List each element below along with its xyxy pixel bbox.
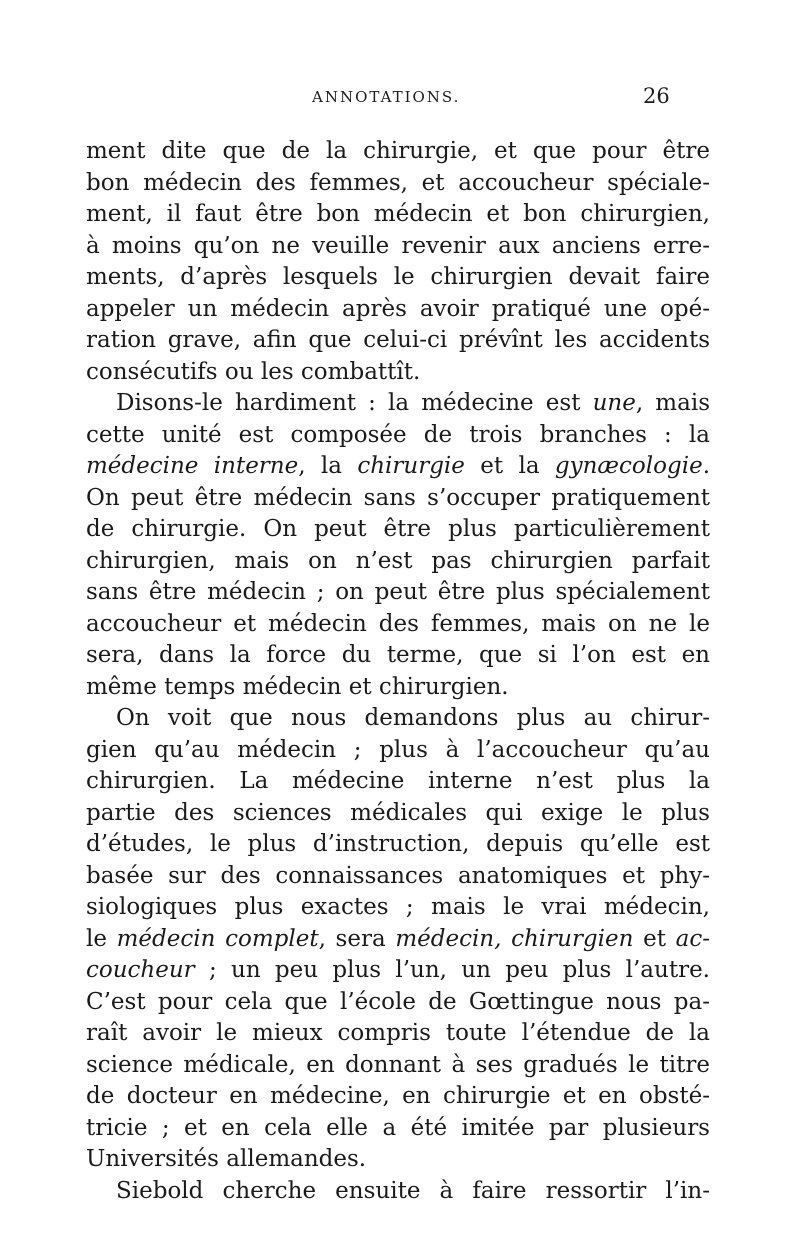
text-line: d’études, le plus d’instruction, depuis qu’elle est — [86, 831, 710, 857]
text-line: raît avoir le mieux compris toute l’étendue de la — [86, 1020, 710, 1046]
text-line: ment dite que de la chirurgie, et que pour être — [86, 138, 710, 164]
text-line: ments, d’après lesquels le chirurgien devait faire — [86, 264, 710, 290]
text-line: C’est pour cela que l’école de Gœttingue nous pa- — [86, 988, 710, 1015]
text-line: chirurgien. La médecine interne n’est plus la — [86, 768, 710, 794]
text-line: cette unité est composée de trois branches : la — [86, 421, 710, 448]
paragraph — [86, 388, 710, 703]
text-line: de chirurgie. On peut être plus particulièrement — [86, 516, 710, 542]
text-line: sans être médecin ; on peut être plus spécialement — [86, 579, 710, 605]
text-line: chirurgien, mais on n’est pas chirurgien parfait — [86, 547, 710, 574]
text-line: sera, dans la force du terme, que si l’on est en — [86, 642, 710, 668]
text-line: partie des sciences médicales qui exige le plus — [86, 799, 710, 826]
text-line: bon médecin des femmes, et accoucheur spéciale- — [86, 169, 710, 196]
text-line: On peut être médecin sans s’occuper pratiquement — [86, 484, 710, 511]
text-line: gien qu’au médecin ; plus à l’accoucheur qu’au — [86, 736, 710, 763]
text-line: On voit que nous demandons plus au chirur- — [116, 705, 710, 731]
text-line: Disons-le hardiment : la médecine est une, mais — [116, 390, 710, 416]
text-line: médecine interne, la chirurgie et la gynæcologie. — [86, 453, 710, 479]
running-head: ANNOTATIONS. — [312, 88, 461, 106]
text-line: même temps médecin et chirurgien. — [86, 673, 509, 700]
text-line: le médecin complet, sera médecin, chirurgien et ac- — [86, 925, 710, 952]
paragraph — [86, 1176, 710, 1208]
text-line: à moins qu’on ne veuille revenir aux anciens erre- — [86, 232, 710, 259]
text-line: Siebold cherche ensuite à faire ressortir l’in- — [116, 1177, 710, 1204]
text-line: ment, il faut être bon médecin et bon chirurgien, — [86, 201, 710, 227]
text-line: siologiques plus exactes ; mais le vrai médecin, — [86, 894, 710, 920]
text-line: Universités allemandes. — [86, 1146, 367, 1172]
paragraph — [86, 136, 710, 388]
text-line: consécutifs ou les combattît. — [86, 358, 421, 385]
text-line: appeler un médecin après avoir pratiqué une opé- — [86, 295, 710, 322]
body-text — [86, 136, 710, 1207]
page-number: 26 — [643, 84, 670, 108]
text-line: tricie ; et en cela elle a été imitée par plusieurs — [86, 1114, 710, 1141]
paragraph — [86, 703, 710, 1176]
text-line: de docteur en médecine, en chirurgie et en obsté- — [86, 1083, 710, 1109]
text-line: basée sur des connaissances anatomiques et phy- — [86, 862, 710, 889]
text-line: science médicale, en donnant à ses gradués le titre — [86, 1051, 710, 1078]
text-line: coucheur ; un peu plus l’un, un peu plus l’autre. — [86, 957, 710, 983]
text-line: ration grave, afin que celui-ci prévînt les accidents — [86, 327, 710, 353]
text-line: accoucheur et médecin des femmes, mais on ne le — [86, 610, 710, 637]
